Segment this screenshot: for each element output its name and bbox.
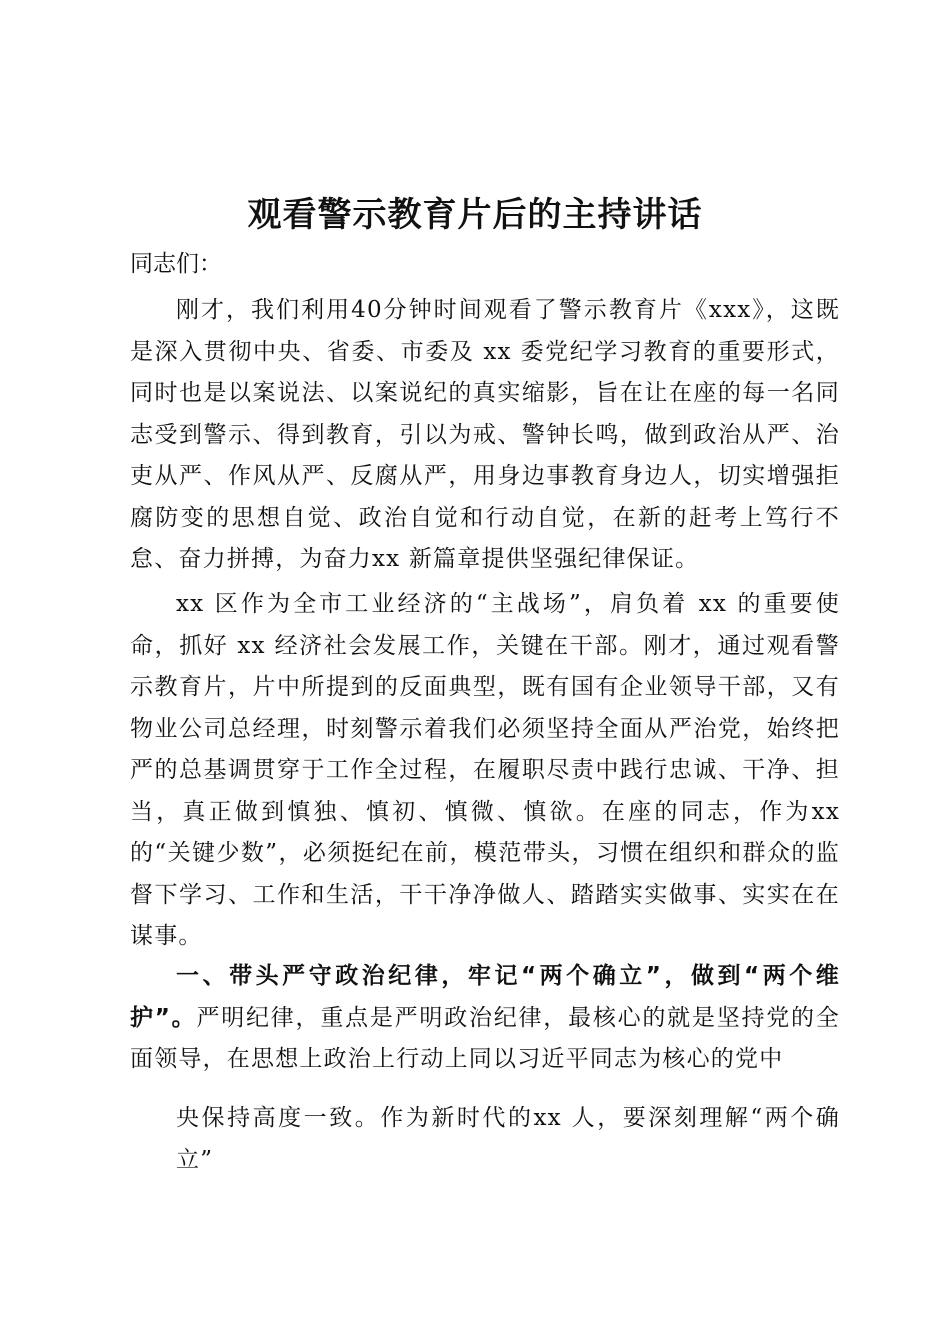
salutation: 同志们： [130, 251, 222, 277]
paragraph-2: xx 区作为全市工业经济的“主战场”，肩负着 xx 的重要使命，抓好 xx 经济社会发展工作，关键在干部。刚才，通过观看警示教育片，片中所提到的反面典型，既有国有企业领导干部，又有物业公司总经理，时刻警示着我们必须坚持全面从严治党，始终把严的总基调贯穿于工作全过程，在履职尽责中践行忠诚、干净、担当，真正做到慎独、慎初、慎微、慎欲。在座的同志，作为xx 的“关键少数”，必须挺纪在前，模范带头，习惯在组织和群众的监督下学习、工作和生活，干干净净做人、踏踏实实做事、实实在在谋事。 [130, 591, 840, 949]
continuation-text: 央保持高度一致。作为新时代的xx 人，要深刻理解“两个确立” [176, 1105, 840, 1173]
paragraph-1: 刚才，我们利用40分钟时间观看了警示教育片《xxx》，这既是深入贯彻中央、省委、市委及 xx 委党纪学习教育的重要形式，同时也是以案说法、以案说纪的真实缩影，旨在让在座的每一名同志受到警示、得到教育，引以为戒、警钟长鸣，做到政治从严、治吏从严、作风从严、反腐从严，用身边事教育身边人，切实增强拒腐防变的思想自觉、政治自觉和行动自觉，在新的赶考上笃行不怠、奋力拼搏，为奋力xx 新篇章提供坚强纪律保证。 [130, 297, 840, 572]
document-title: 观看警示教育片后的主持讲话 [247, 195, 703, 235]
section-1-heading: 一、带头严守政治纪律，牢记“两个确立”，做到“两个维护”。 [130, 963, 840, 1031]
section-1-paragraph [130, 956, 840, 1081]
section-1-body: 严明纪律，重点是严明政治纪律，最核心的就是坚持党的全面领导，在思想上政治上行动上同以习近平同志为核心的党中 [130, 1004, 841, 1072]
